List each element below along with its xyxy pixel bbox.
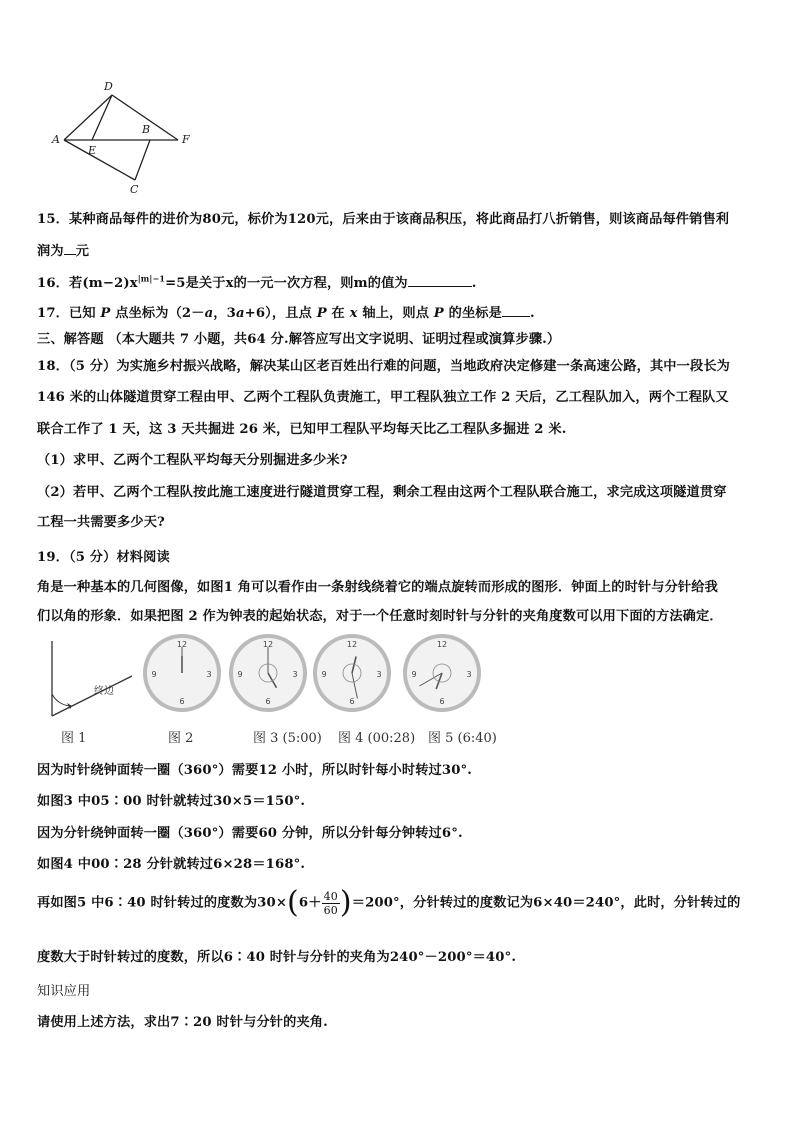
q18-sub2-line2: 工程一共需要多少天? [37, 515, 165, 530]
q17-p2: P [316, 306, 327, 321]
q16-pre: 16．若(m−2)x [37, 276, 138, 291]
clock-number: 9 [321, 670, 327, 679]
q19-l6: 度数大于时针转过的度数，所以6∶40 时针与分针的夹角为240°－200°＝40°. [37, 950, 517, 965]
q17 [37, 302, 535, 321]
fraction-40-60 [322, 890, 340, 917]
clock-number: 12 [436, 640, 448, 649]
q17-text-h: . [529, 306, 535, 321]
caption-fig5: 图 5 (6:40) [428, 731, 497, 746]
q19-l8: 请使用上述方法，求出7∶20 时针与分针的夹角. [37, 1015, 328, 1030]
figure-1-angle [40, 636, 140, 726]
segment-ac [64, 140, 135, 180]
segment-bc [135, 140, 150, 180]
q17-text-a: 17．已知 [37, 306, 101, 321]
q17-text-d: +6），且点 [244, 306, 317, 321]
q18-sub1: （1）求甲、乙两个工程队平均每天分别掘进多少米? [37, 453, 348, 468]
q18-sub2-line1: （2）若甲、乙两个工程队按此施工速度进行隧道贯穿工程，剩余工程由这两个工程队联合施工，求完成这项隧道贯穿 [37, 485, 727, 500]
label-d: D [104, 80, 113, 93]
fraction-denominator: 60 [323, 903, 338, 917]
q18-line1: 18．（5 分）为实施乡村振兴战略，解决某山区老百姓出行难的问题，当地政府决定修建一条高速公路，其中一段长为 [37, 359, 730, 374]
q17-p3: P [433, 306, 444, 321]
q19-l4: 如图4 中00∶28 分针就转过6×28＝168°. [37, 857, 306, 872]
q17-text-b: 点坐标为（2－ [110, 306, 205, 321]
clock-number: 3 [466, 670, 472, 679]
q17-text-g: 的坐标是 [443, 306, 502, 321]
q19-para1-line1: 角是一种基本的几何图像，如图1 角可以看作由一条射线绕着它的端点旋转而形成的图形．钟面上的时针与分针给我 [37, 580, 718, 595]
q18-line3: 联合工作了 1 天，这 3 天共掘进 26 米，已知甲工程队平均每天比乙工程队多掘进 2 米. [37, 422, 567, 437]
q19-l1: 因为时针绕钟面转一圈（360°）需要12 小时，所以时针每小时转过30°. [37, 763, 473, 778]
q19-l5-six: 6＋ [298, 895, 322, 911]
clock-number: 3 [376, 670, 382, 679]
q16-blank [408, 274, 472, 287]
caption-fig1: 图 1 [61, 731, 87, 746]
label-a: A [52, 133, 60, 146]
q17-x: x [349, 306, 358, 321]
q15-line1: 15．某种商品每件的进价为80元，标价为120元，后来由于该商品积压，将此商品打八折销售，则该商品每件销售利 [37, 212, 730, 227]
geometry-figure [50, 75, 200, 200]
q17-p1: P [100, 306, 111, 321]
clock-number: 6 [179, 697, 185, 706]
q15-pre: 润为 [37, 244, 64, 259]
caption-fig3: 图 3 (5:00) [253, 731, 322, 746]
q16-mid: =5是关于x的一元一次方程，则m的值为 [165, 276, 408, 291]
segment-ad [64, 95, 112, 140]
q19-l5: 再如图5 中6∶40 时针转过的度数为30×(6＋ $\frac{40}{60}$ )＝200°，分针转过的度数记为6×40＝240°，此时，分针转过的 [37, 885, 741, 920]
q15-blank [64, 242, 76, 255]
clock-number: 9 [151, 670, 157, 679]
section-heading: 三、解答题 （本大题共 7 小题，共64 分.解答应写出文字说明、证明过程或演算步骤.） [37, 332, 561, 347]
q19-l5-pre: 再如图5 中6∶40 时针转过的度数为30× [37, 895, 288, 911]
q19-para1-line2: 们以角的形象．如果把图 2 作为钟表的起始状态，对于一个任意时刻时针与分针的夹角度数可以用下面的方法确定． [37, 609, 723, 624]
q15-line2 [37, 240, 89, 259]
terminal-side-label: 终边 [94, 686, 114, 697]
clock-number: 6 [439, 697, 445, 706]
label-e: E [88, 144, 97, 157]
fraction-numerator: 40 [323, 889, 338, 903]
q19-l3: 因为分针绕钟面转一圈（360°）需要60 分钟，所以分针每分钟转过6°. [37, 826, 463, 841]
label-b: B [142, 123, 151, 136]
q17-text-f: 轴上，则点 [357, 306, 434, 321]
segment-de [92, 95, 112, 140]
clock-number: 9 [237, 670, 243, 679]
clock-figures [140, 633, 540, 718]
label-c: C [130, 183, 139, 196]
q17-a2: a [235, 306, 245, 321]
q17-text-c: ，3 [213, 306, 236, 321]
q19-title: 19．（5 分）材料阅读 [37, 550, 170, 565]
q16-sup: |m|−1 [137, 273, 166, 284]
q16-post: . [471, 276, 477, 291]
clock-number: 12 [176, 640, 188, 649]
q19-l5-post: ＝200°，分针转过的度数记为6×40＝240°，此时，分针转过的 [351, 895, 741, 911]
clock-number: 12 [346, 640, 358, 649]
q18-line2: 146 米的山体隧道贯穿工程由甲、乙两个工程队负责施工，甲工程队独立工作 2 天后，乙工程队加入，两个工程队又 [37, 390, 729, 405]
caption-fig4: 图 4 (00:28) [338, 731, 416, 746]
q19-l2: 如图3 中05∶00 时针就转过30×5＝150°. [37, 794, 306, 809]
caption-fig2: 图 2 [168, 731, 194, 746]
clock-number: 3 [292, 670, 298, 679]
q17-text-e: 在 [326, 306, 350, 321]
clock-number: 12 [262, 640, 274, 649]
clock-number: 9 [411, 670, 417, 679]
q19-l7: 知识应用 [37, 984, 91, 999]
q16 [37, 272, 477, 291]
clock-number: 6 [265, 697, 271, 706]
q17-a1: a [204, 306, 214, 321]
clock-number: 6 [349, 697, 355, 706]
clock-number: 3 [206, 670, 212, 679]
q17-blank [502, 304, 530, 317]
label-f: F [182, 133, 190, 146]
q15-post: 元 [75, 244, 90, 259]
